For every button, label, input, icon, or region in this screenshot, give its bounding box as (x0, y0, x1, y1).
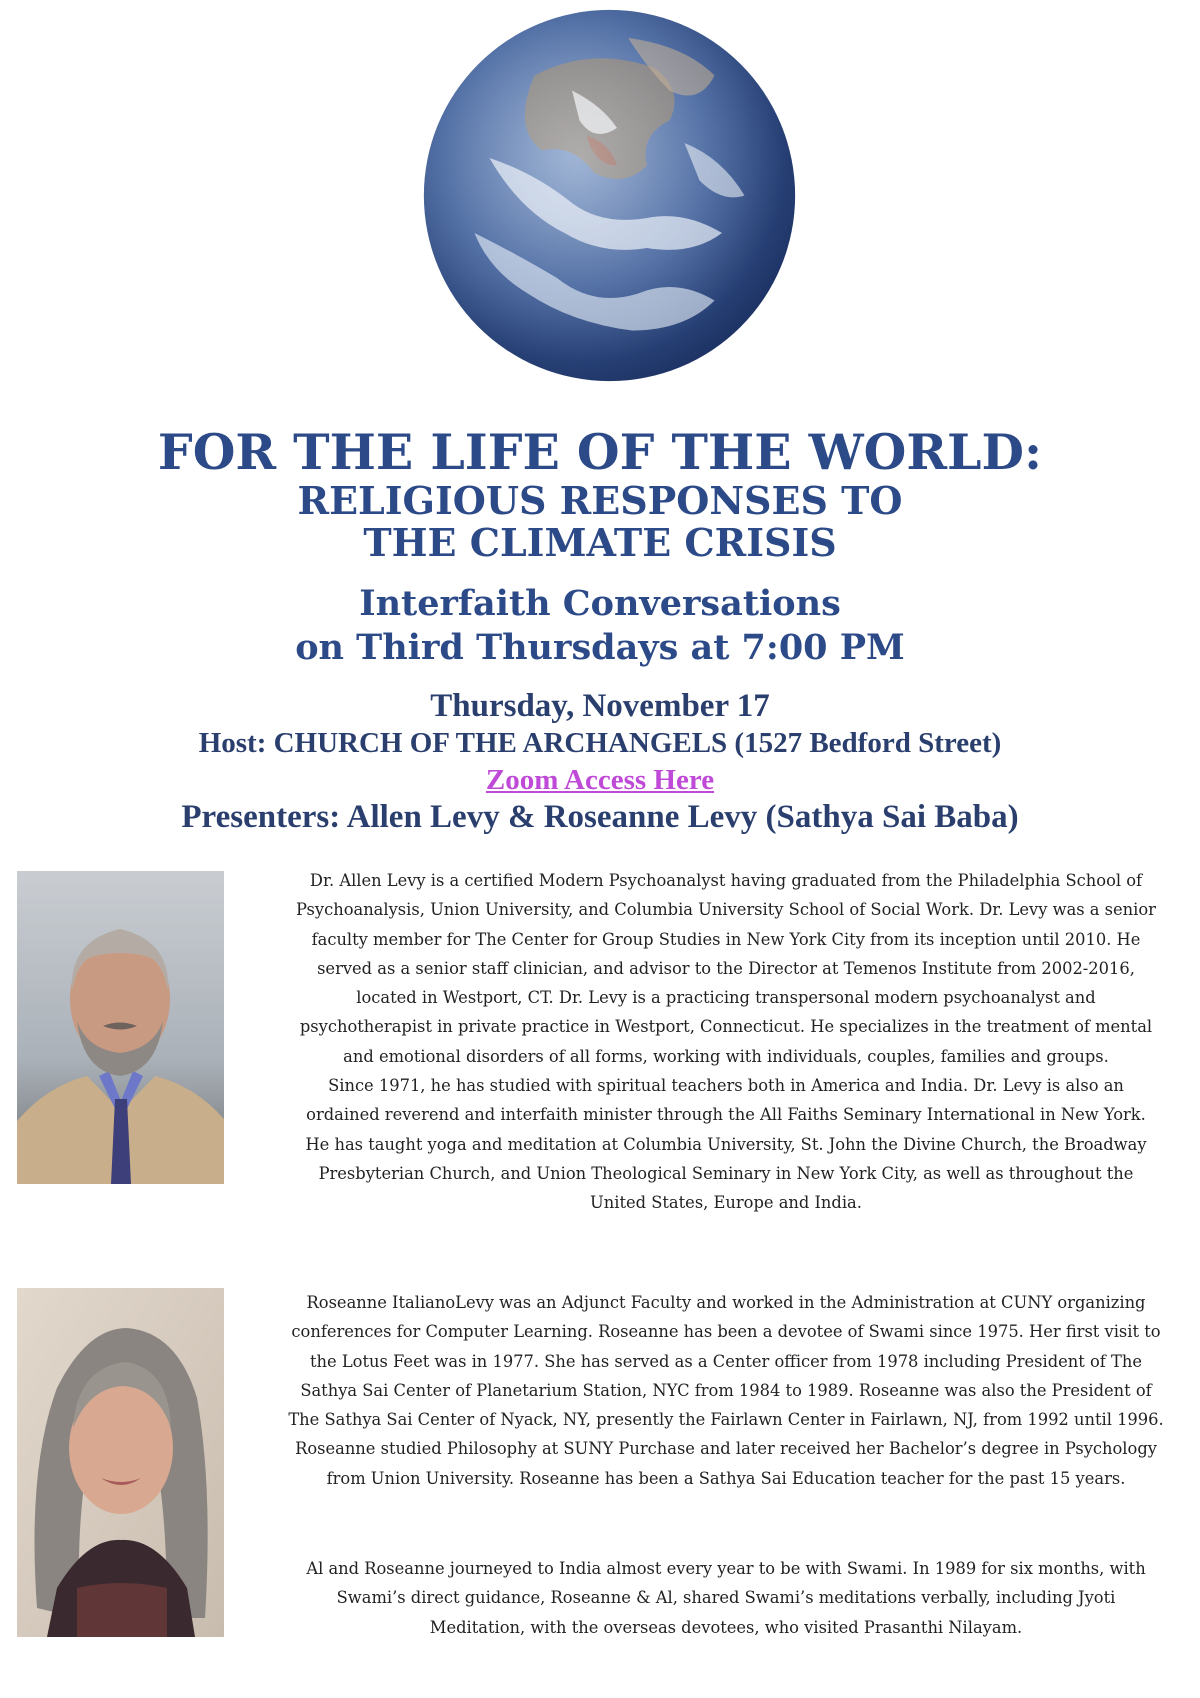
title-line-3: THE CLIMATE CRISIS (363, 520, 837, 565)
bio-line: the Lotus Feet was in 1977. She has served as a Center officer from 1978 including President of The (310, 1351, 1142, 1371)
event-presenters: Presenters: Allen Levy & Roseanne Levy (Sathya Sai Baba) (181, 799, 1019, 835)
allen-levy-portrait (17, 871, 224, 1184)
earth-globe-image (422, 8, 797, 383)
roseanne-levy-bio (270, 1288, 1182, 1493)
joint-bio (270, 1554, 1182, 1642)
bio-line: Psychoanalysis, Union University, and Columbia University School of Social Work. Dr. Levy was a senior (296, 900, 1156, 920)
bio-line: conferences for Computer Learning. Roseanne has been a devotee of Swami since 1975. Her first visit to (291, 1322, 1161, 1342)
event-subtitle (0, 480, 1200, 564)
bio-line: served as a senior staff clinician, and advisor to the Director at Temenos Institute from 2002-2016, (317, 958, 1135, 978)
event-details (0, 688, 1200, 836)
bio-line: and emotional disorders of all forms, working with individuals, couples, families and groups. (343, 1046, 1109, 1066)
bio-line: from Union University. Roseanne has been a Sathya Sai Education teacher for the past 15 years. (326, 1468, 1126, 1488)
series-heading (0, 582, 1200, 670)
bio-line: Presbyterian Church, and Union Theological Seminary in New York City, as well as throughout the (318, 1163, 1134, 1183)
bio-line: Dr. Allen Levy is a certified Modern Psychoanalyst having graduated from the Philadelphia School of (309, 871, 1143, 890)
bio-line: ordained reverend and interfaith minister through the All Faiths Seminary International in New York. (306, 1105, 1146, 1125)
bio-line: Sathya Sai Center of Planetarium Station, NYC from 1984 to 1989. Roseanne was also the President of (300, 1380, 1152, 1400)
bio-line: Al and Roseanne journeyed to India almost every year to be with Swami. In 1989 for six months, with (306, 1559, 1146, 1578)
bio-line: Meditation, with the overseas devotees, who visited Prasanthi Nilayam. (429, 1617, 1023, 1637)
zoom-access-link[interactable]: Zoom Access Here (485, 764, 715, 796)
event-date: Thursday, November 17 (430, 688, 770, 724)
bio-line: Swami’s direct guidance, Roseanne & Al, shared Swami’s meditations verbally, including Jyoti (336, 1588, 1116, 1608)
title-line-1: FOR THE LIFE OF THE WORLD: (157, 423, 1043, 481)
event-host: Host: CHURCH OF THE ARCHANGELS (1527 Bedford Street) (198, 727, 1002, 759)
bio-line: Roseanne ItalianoLevy was an Adjunct Faculty and worked in the Administration at CUNY organizing (306, 1293, 1146, 1312)
bio-line: psychotherapist in private practice in Westport, Connecticut. He specializes in the treatment of mental (299, 1017, 1153, 1037)
bio-line: Since 1971, he has studied with spiritual teachers both in America and India. Dr. Levy is also an (328, 1076, 1124, 1096)
bio-line: United States, Europe and India. (590, 1193, 862, 1213)
event-title (0, 424, 1200, 480)
bio-line: Roseanne studied Philosophy at SUNY Purchase and later received her Bachelor’s degree in Psychology (295, 1439, 1157, 1459)
series-line-1: Interfaith Conversations (359, 583, 841, 624)
series-line-2: on Third Thursdays at 7:00 PM (295, 627, 905, 668)
bio-line: The Sathya Sai Center of Nyack, NY, presently the Fairlawn Center in Fairlawn, NJ, from 1992 until 1996. (288, 1410, 1164, 1430)
allen-levy-bio (270, 866, 1182, 1218)
title-line-2: RELIGIOUS RESPONSES TO (297, 478, 903, 523)
bio-line: He has taught yoga and meditation at Columbia University, St. John the Divine Church, the Broadway (305, 1134, 1147, 1154)
bio-line: faculty member for The Center for Group Studies in New York City from its inception until 2010. He (311, 929, 1141, 949)
roseanne-levy-portrait (17, 1288, 224, 1637)
bio-line: located in Westport, CT. Dr. Levy is a practicing transpersonal modern psychoanalyst and (356, 988, 1096, 1008)
